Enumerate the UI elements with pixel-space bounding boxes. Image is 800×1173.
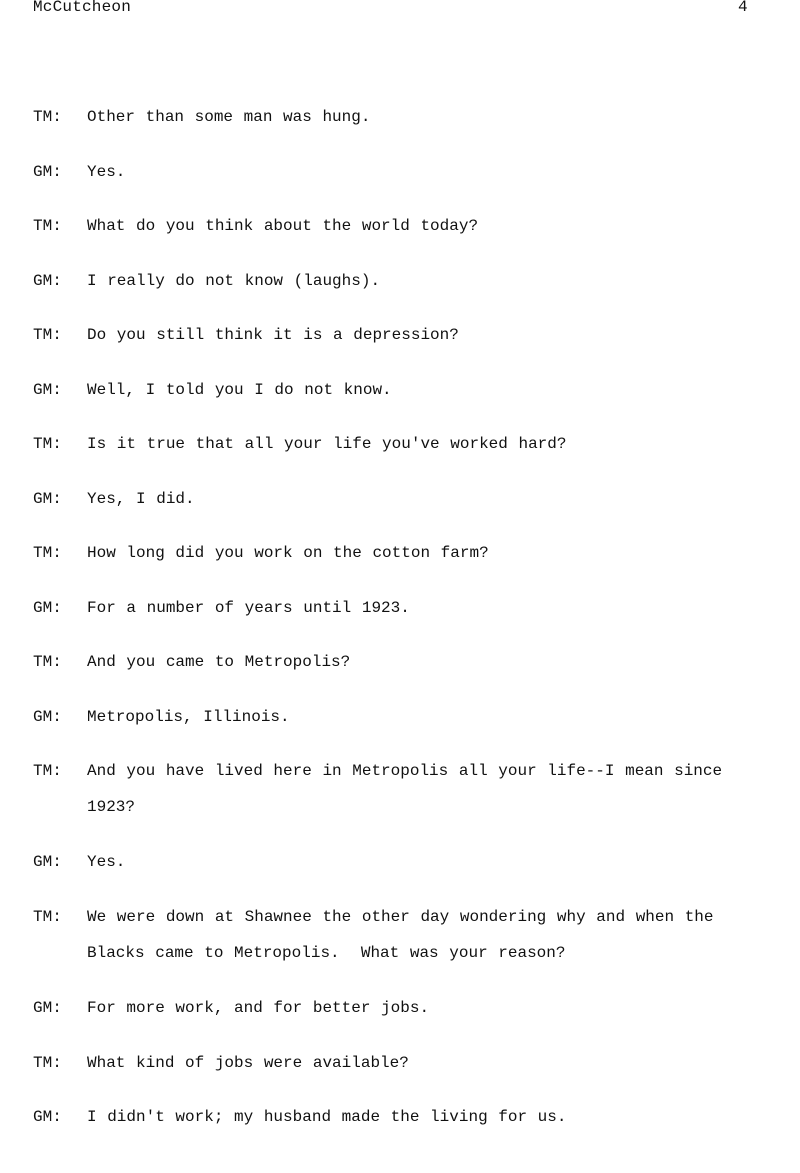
utterance-text: Other than some man was hung. <box>87 108 371 126</box>
utterance-text: Is it true that all your life you've worked hard? <box>87 435 567 453</box>
speaker-label: TM: <box>33 1054 62 1072</box>
speaker-label: TM: <box>33 435 62 453</box>
page-number: 4 <box>738 0 748 16</box>
utterance-text: I didn't work; my husband made the living for us. <box>87 1108 567 1126</box>
utterance-text: For a number of years until 1923. <box>87 599 410 617</box>
utterance-text: And you have lived here in Metropolis all your life--I mean since 1923? <box>87 762 733 816</box>
utterance-text: Yes. <box>87 853 126 871</box>
speaker-label: GM: <box>33 708 62 726</box>
utterance-text: We were down at Shawnee the other day wondering why and when the Blacks came to Metropolis. What was your reason? <box>87 908 725 962</box>
speaker-label: GM: <box>33 272 62 290</box>
speaker-label: GM: <box>33 490 62 508</box>
utterance-text: And you came to Metropolis? <box>87 653 351 671</box>
utterance-text: How long did you work on the cotton farm? <box>87 544 489 562</box>
utterance-text: Yes. <box>87 163 126 181</box>
speaker-label: GM: <box>33 163 62 181</box>
speaker-label: TM: <box>33 217 62 235</box>
speaker-label: GM: <box>33 1108 62 1126</box>
utterance-text: For more work, and for better jobs. <box>87 999 430 1017</box>
header-interviewee-name: McCutcheon <box>33 0 132 16</box>
utterance-text: I really do not know (laughs). <box>87 272 381 290</box>
utterance-text: What do you think about the world today? <box>87 217 479 235</box>
speaker-label: GM: <box>33 999 62 1017</box>
utterance-text: What kind of jobs were available? <box>87 1054 409 1072</box>
speaker-label: TM: <box>33 108 62 126</box>
speaker-label: GM: <box>33 599 62 617</box>
speaker-label: GM: <box>33 853 62 871</box>
utterance-text: Metropolis, Illinois. <box>87 708 290 726</box>
utterance-text: Do you still think it is a depression? <box>87 326 459 344</box>
utterance-text: Yes, I did. <box>87 490 195 508</box>
speaker-label: TM: <box>33 762 62 780</box>
utterance-text: Well, I told you I do not know. <box>87 381 392 399</box>
speaker-label: TM: <box>33 908 62 926</box>
speaker-label: GM: <box>33 381 62 399</box>
speaker-label: TM: <box>33 326 62 344</box>
speaker-label: TM: <box>33 544 62 562</box>
speaker-label: TM: <box>33 653 62 671</box>
